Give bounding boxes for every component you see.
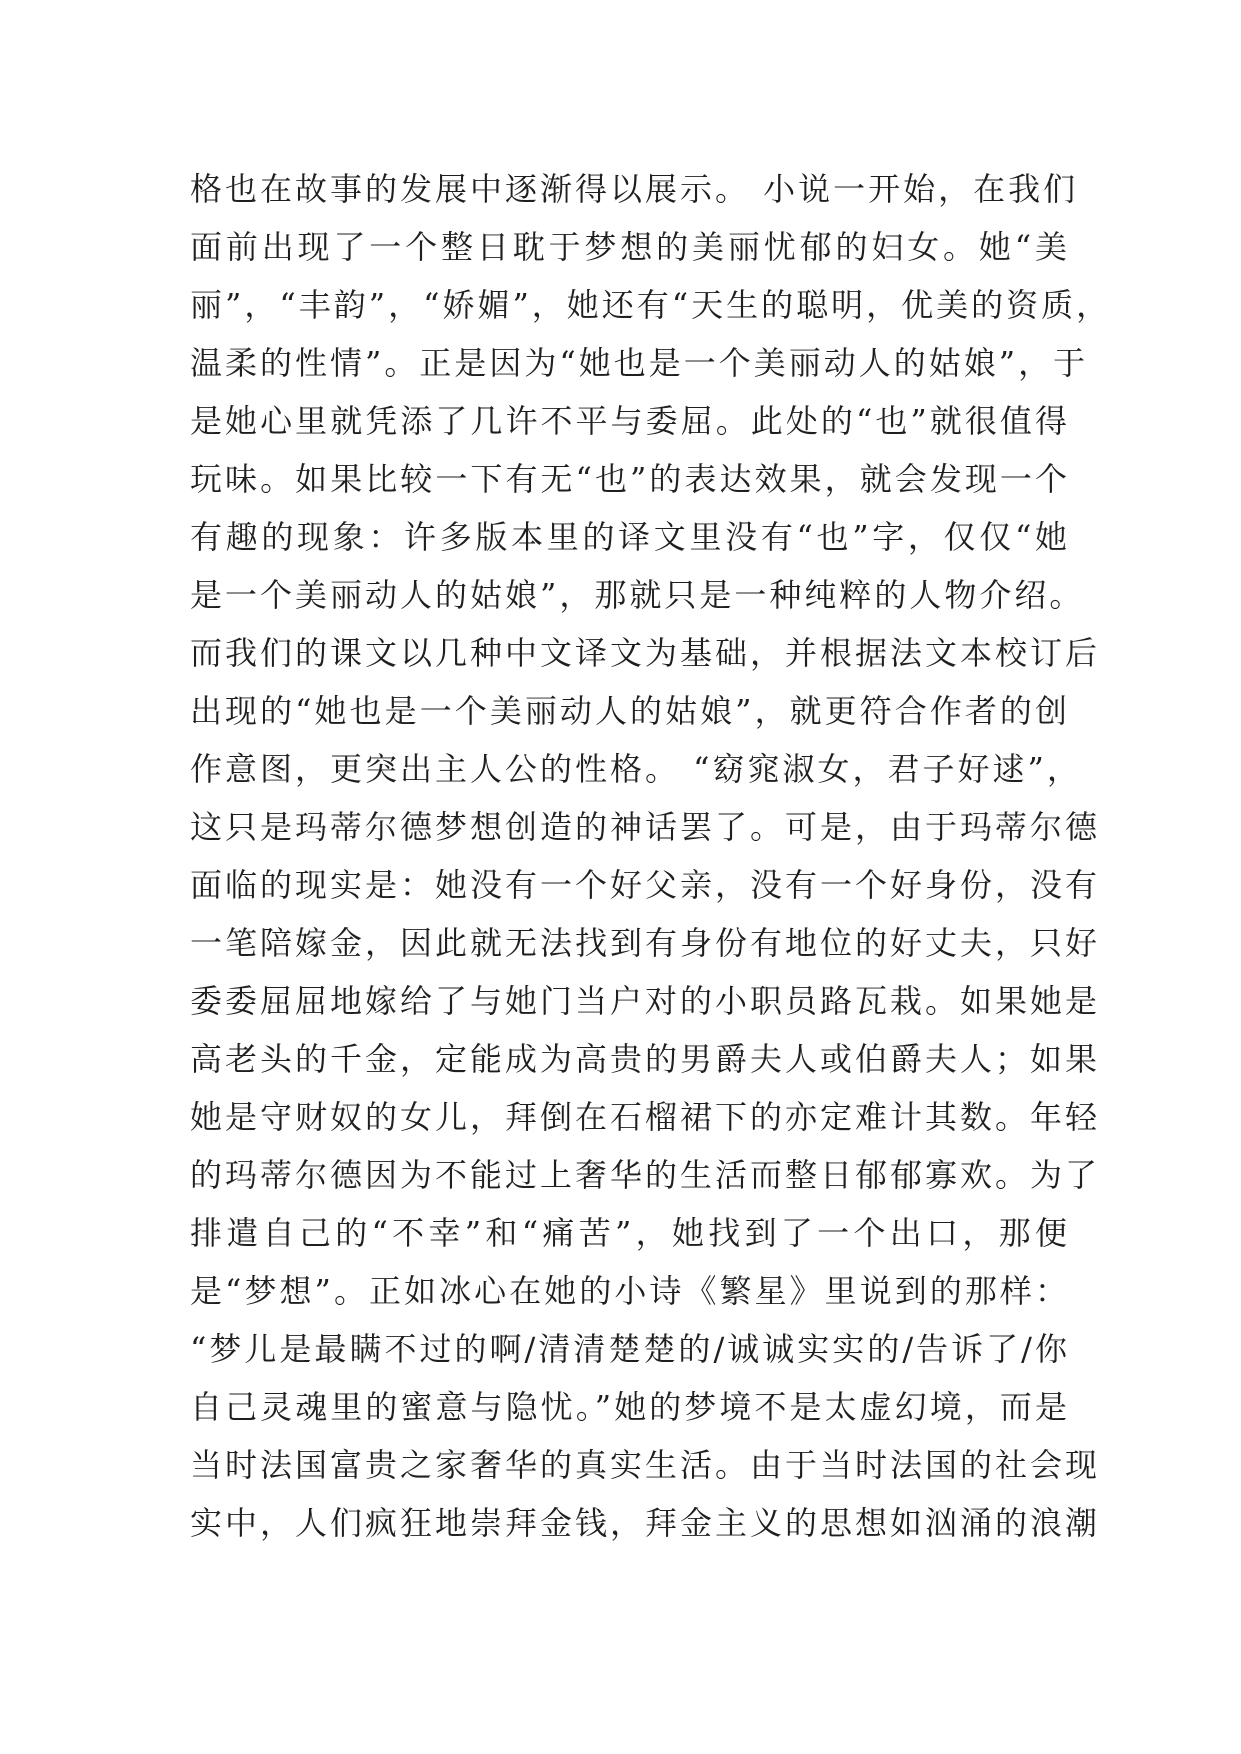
- body-text: [190, 160, 1112, 1552]
- text-line-10: 出现的“她也是一个美丽动人的姑娘”，就更符合作者的创: [190, 692, 1070, 730]
- text-line-23: 当时法国富贵之家奢华的真实生活。由于当时法国的社会现: [190, 1446, 1101, 1484]
- text-line-5: 是她心里就凭添了几许不平与委屈。此处的“也”就很值得: [190, 402, 1070, 440]
- text-line-6: 玩味。如果比较一下有无“也”的表达效果，就会发现一个: [190, 460, 1070, 498]
- text-line-4: 温柔的性情”。正是因为“她也是一个美丽动人的姑娘”，于: [190, 344, 1089, 382]
- text-line-19: 排遣自己的“不幸”和“痛苦”，她找到了一个出口，那便: [190, 1214, 1070, 1252]
- text-line-15: 委委屈屈地嫁给了与她门当户对的小职员路瓦栽。如果她是: [190, 982, 1101, 1020]
- text-line-2: 面前出现了一个整日耽于梦想的美丽忧郁的妇女。她“美: [190, 228, 1070, 266]
- text-line-12: 这只是玛蒂尔德梦想创造的神话罢了。可是，由于玛蒂尔德: [190, 808, 1101, 846]
- text-line-3: 丽”，“丰韵”，“娇媚”，她还有“天生的聪明，优美的资质，: [190, 286, 1112, 324]
- text-line-7: 有趣的现象：许多版本里的译文里没有“也”字，仅仅“她: [190, 518, 1070, 556]
- text-line-21: “梦儿是最瞒不过的啊/清清楚楚的/诚诚实实的/告诉了/你: [190, 1330, 1070, 1368]
- text-line-8: 是一个美丽动人的姑娘”，那就只是一种纯粹的人物介绍。: [190, 576, 1085, 614]
- text-line-11: 作意图，更突出主人公的性格。 “窈窕淑女，君子好逑”，: [190, 750, 1082, 788]
- text-line-1: 格也在故事的发展中逐渐得以展示。 小说一开始，在我们: [190, 170, 1079, 208]
- text-line-20: 是“梦想”。正如冰心在她的小诗《繁星》里说到的那样：: [190, 1272, 1070, 1310]
- text-line-13: 面临的现实是：她没有一个好父亲，没有一个好身份，没有: [190, 866, 1101, 904]
- text-line-24: 实中，人们疯狂地崇拜金钱，拜金主义的思想如汹涌的浪潮: [190, 1504, 1101, 1542]
- text-line-9: 而我们的课文以几种中文译文为基础，并根据法文本校订后: [190, 634, 1101, 672]
- text-line-22: 自己灵魂里的蜜意与隐忧。”她的梦境不是太虚幻境，而是: [190, 1388, 1070, 1426]
- text-line-18: 的玛蒂尔德因为不能过上奢华的生活而整日郁郁寡欢。为了: [190, 1156, 1101, 1194]
- text-line-17: 她是守财奴的女儿，拜倒在石榴裙下的亦定难计其数。年轻: [190, 1098, 1101, 1136]
- text-line-14: 一笔陪嫁金，因此就无法找到有身份有地位的好丈夫，只好: [190, 924, 1101, 962]
- text-line-16: 高老头的千金，定能成为高贵的男爵夫人或伯爵夫人；如果: [190, 1040, 1101, 1078]
